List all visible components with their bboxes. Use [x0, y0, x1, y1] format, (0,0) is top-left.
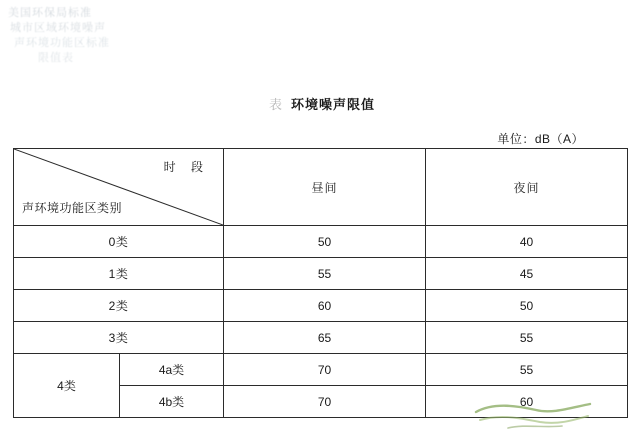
- table-row: [14, 258, 628, 290]
- ghost-line-2: 城市区域环境噪声: [10, 22, 106, 34]
- table-row: [14, 354, 628, 386]
- title-text: 环境噪声限值: [291, 97, 376, 112]
- row-night-value: 60: [426, 386, 628, 418]
- row-day-value: 60: [224, 290, 426, 322]
- row-category: 3类: [14, 322, 224, 354]
- row-category: 2类: [14, 290, 224, 322]
- row-night-value: 40: [426, 226, 628, 258]
- row-night-value: 55: [426, 354, 628, 386]
- row-day-value: 50: [224, 226, 426, 258]
- row-day-value: 70: [224, 354, 426, 386]
- row-category: 1类: [14, 258, 224, 290]
- header-time-label: 时 段: [163, 160, 209, 174]
- row-night-value: 45: [426, 258, 628, 290]
- row-day-value: 55: [224, 258, 426, 290]
- table-row: [14, 322, 628, 354]
- row-category: 0类: [14, 226, 224, 258]
- row-night-value: 50: [426, 290, 628, 322]
- row-subcategory: 4a类: [120, 354, 224, 386]
- row-subcategory: 4b类: [120, 386, 224, 418]
- table-row: [14, 226, 628, 258]
- header-category-label: 声环境功能区类别: [22, 201, 123, 215]
- unit-note: 单位：dB（A）: [497, 132, 584, 146]
- header-nighttime: 夜间: [426, 149, 628, 226]
- row-night-value: 55: [426, 322, 628, 354]
- table-header-row: [14, 149, 628, 226]
- ghost-line-3: 声环境功能区标准: [14, 37, 110, 49]
- ghost-line-1: 美国环保局标准: [8, 7, 92, 19]
- row-day-value: 70: [224, 386, 426, 418]
- diagonal-header-cell: [14, 149, 224, 226]
- row-day-value: 65: [224, 322, 426, 354]
- header-daytime: 昼间: [224, 149, 426, 226]
- page-title: [0, 94, 644, 113]
- ghost-line-4: 限值表: [38, 52, 74, 64]
- scanned-ghost-text: [8, 6, 308, 66]
- title-lead: 表: [268, 97, 283, 112]
- row-category-group: 4类: [14, 354, 120, 418]
- noise-limit-table: [13, 148, 628, 418]
- table-row: [14, 290, 628, 322]
